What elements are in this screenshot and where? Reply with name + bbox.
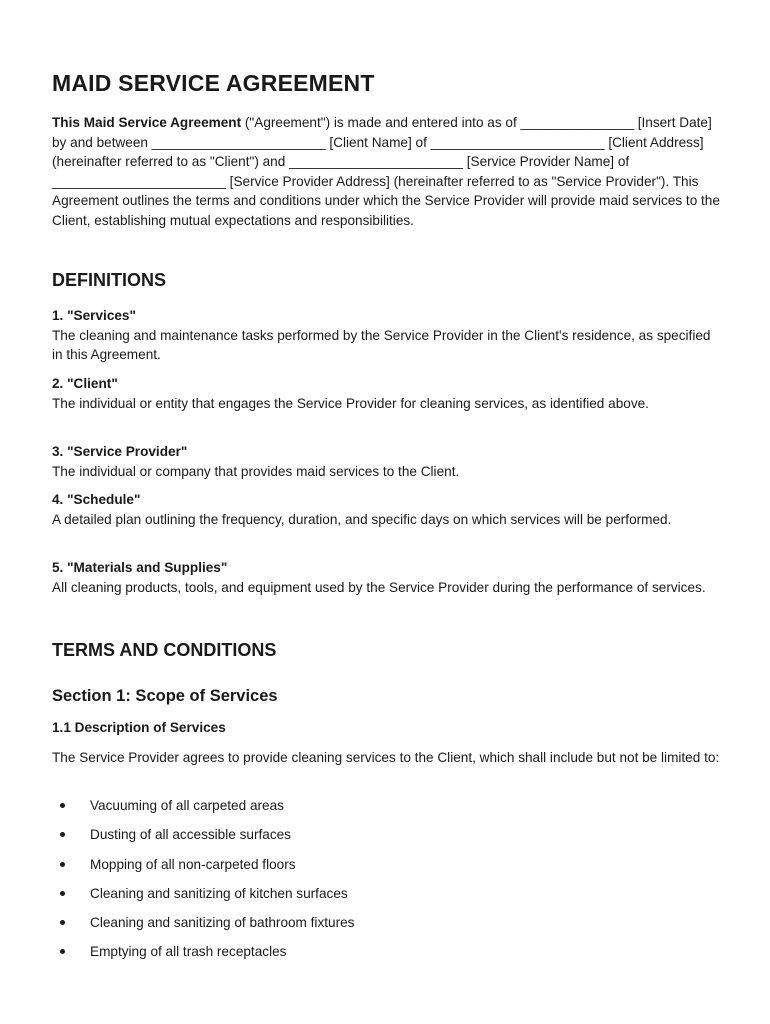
definition-item: [52, 442, 720, 481]
definition-item: [52, 490, 720, 529]
section-heading: Section 1: Scope of Services: [52, 687, 278, 705]
list-item-text: Mopping of all non-carpeted floors: [90, 856, 296, 872]
document-title: MAID SERVICE AGREEMENT: [52, 70, 375, 96]
list-item: [52, 942, 720, 971]
definition-item: [52, 306, 720, 365]
terms-heading: TERMS AND CONDITIONS: [52, 640, 277, 660]
definition-text: All cleaning products, tools, and equipment used by the Service Provider during the performance of services.: [52, 579, 706, 595]
definition-text: A detailed plan outlining the frequency, duration, and specific days on which services will be performed.: [52, 511, 672, 527]
list-item-text: Cleaning and sanitizing of kitchen surfaces: [90, 885, 348, 901]
definition-term: 1. "Services": [52, 308, 136, 323]
definition-item: [52, 374, 720, 413]
list-item: [52, 855, 720, 884]
subsection-heading: 1.1 Description of Services: [52, 720, 226, 735]
bullet-icon: [60, 949, 65, 954]
definition-text: The individual or entity that engages the Service Provider for cleaning services, as identified above.: [52, 395, 649, 411]
list-item-text: Vacuuming of all carpeted areas: [90, 798, 284, 813]
list-item: [52, 913, 720, 942]
list-item: [52, 825, 720, 854]
list-item-text: Cleaning and sanitizing of bathroom fixtures: [90, 915, 355, 931]
definition-text: The cleaning and maintenance tasks performed by the Service Provider in the Client's residence, as specified in this Agreement.: [52, 327, 711, 363]
list-item: [52, 796, 720, 825]
bullet-icon: [60, 803, 65, 808]
intro-paragraph: [52, 113, 720, 231]
scope-paragraph: The Service Provider agrees to provide cleaning services to the Client, which shall include but not be limited to:: [52, 750, 720, 765]
list-item-text: Emptying of all trash receptacles: [90, 944, 287, 960]
list-item-text: Dusting of all accessible surfaces: [90, 827, 291, 843]
definition-term: 3. "Service Provider": [52, 444, 188, 459]
list-item: [52, 884, 720, 913]
bullet-icon: [60, 920, 65, 925]
definitions-heading: DEFINITIONS: [52, 270, 167, 290]
definition-text: The individual or company that provides maid services to the Client.: [52, 463, 460, 479]
definition-term: 2. "Client": [52, 376, 118, 391]
definition-term: 4. "Schedule": [52, 492, 141, 507]
definition-item: [52, 558, 720, 597]
definition-term: 5. "Materials and Supplies": [52, 560, 228, 575]
intro-lead: This Maid Service Agreement: [52, 115, 242, 130]
bullet-icon: [60, 832, 65, 837]
bullet-icon: [60, 891, 65, 896]
intro-body: ("Agreement") is made and entered into as of _______________ [Insert Date] by and between _______________________ [Client Name] of _______________________ [Client Address] (hereinafter referred to as "Client") and _______________________ [Service Provider Name] of _______________________ [Service Provider Address] (hereinafter referred to as "Service Provider"). This Agreement outlines the terms and conditions under which the Service Provider will provide maid services to the Client, establishing mutual expectations and responsibilities.: [52, 115, 720, 228]
bullet-icon: [60, 862, 65, 867]
services-list: [52, 796, 720, 972]
